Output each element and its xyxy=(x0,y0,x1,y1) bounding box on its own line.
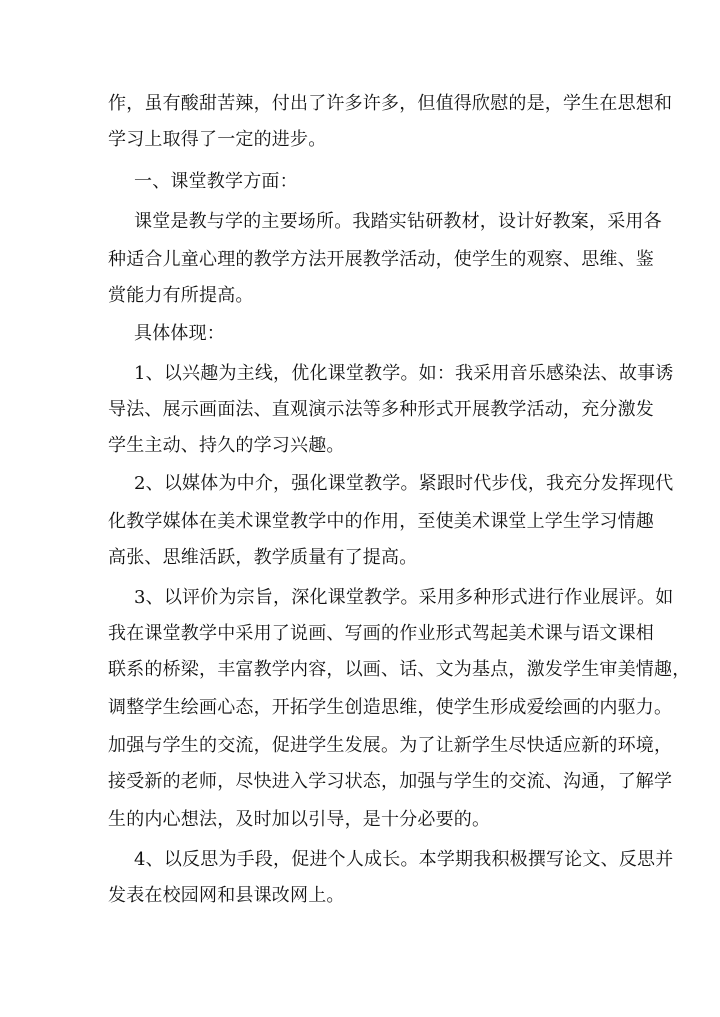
section-heading: 一、课堂教学方面： xyxy=(134,171,298,192)
text-line: 种适合儿童心理的教学方法开展教学活动，使学生的观察、思维、鉴 xyxy=(108,249,654,270)
list-item-1-line: 1、以兴趣为主线，优化课堂教学。如：我采用音乐感染法、故事诱 xyxy=(134,363,674,384)
list-item-3-line: 加强与学生的交流，促进学生发展。为了让新学生尽快适应新的环境， xyxy=(108,735,673,756)
text-line: 赏能力有所提高。 xyxy=(108,285,254,306)
list-item-3-line: 我在课堂教学中采用了说画、写画的作业形式驾起美术课与语文课相 xyxy=(108,623,654,644)
text-line: 作，虽有酸甜苦辣，付出了许多许多，但值得欣慰的是，学生在思想和 xyxy=(108,93,673,114)
list-item-4-line: 4、以反思为手段，促进个人成长。本学期我积极撰写论文、反思并 xyxy=(134,849,674,870)
list-item-3-line: 生的内心想法，及时加以引导，是十分必要的。 xyxy=(108,809,491,830)
list-item-3-line: 调整学生绘画心态，开拓学生创造思维，使学生形成爱绘画的内驱力。 xyxy=(108,697,673,718)
list-item-1-line: 学生主动、持久的学习兴趣。 xyxy=(108,435,345,456)
list-item-4-line: 发表在校园网和县课改网上。 xyxy=(108,885,345,906)
list-item-2-line: 化教学媒体在美术课堂教学中的作用，至使美术课堂上学生学习情趣 xyxy=(108,511,654,532)
list-item-2-line: 2、以媒体为中介，强化课堂教学。紧跟时代步伐，我充分发挥现代 xyxy=(134,473,674,494)
list-item-3-line: 接受新的老师，尽快进入学习状态，加强与学生的交流、沟通，了解学 xyxy=(108,771,673,792)
list-item-3-line: 3、以评价为宗旨，深化课堂教学。采用多种形式进行作业展评。如 xyxy=(134,587,674,608)
list-item-2-line: 高张、思维活跃，教学质量有了提高。 xyxy=(108,547,418,568)
text-line: 学习上取得了一定的进步。 xyxy=(108,129,327,150)
list-item-3-line: 联系的桥梁，丰富教学内容，以画、话、文为基点，激发学生审美情趣， xyxy=(108,659,691,680)
text-line: 课堂是教与学的主要场所。我踏实钻研教材，设计好教案，采用各 xyxy=(134,211,662,232)
list-item-1-line: 导法、展示画面法、直观演示法等多种形式开展教学活动，充分激发 xyxy=(108,399,654,420)
subheading: 具体体现： xyxy=(134,323,225,344)
